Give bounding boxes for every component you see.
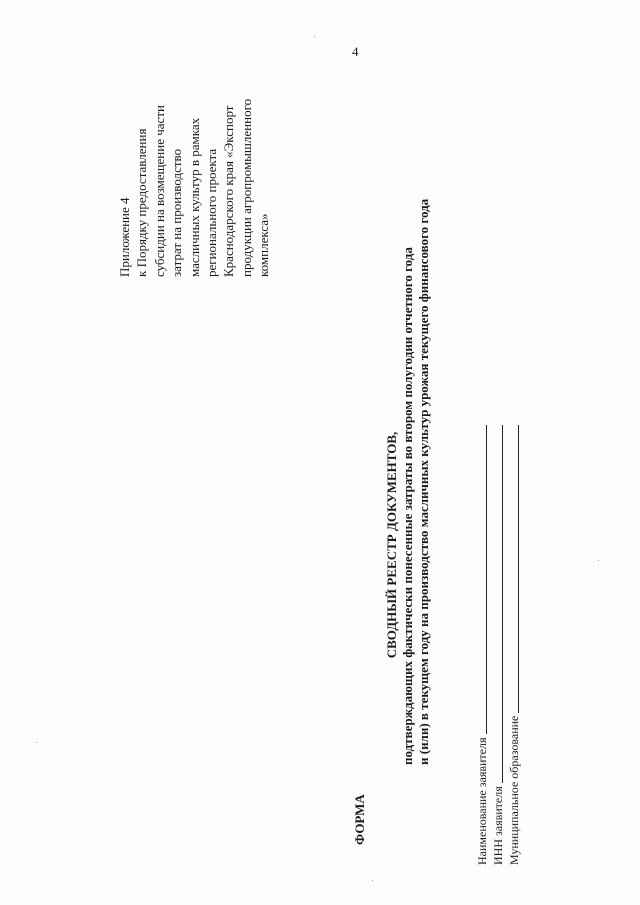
applicant-inn-label: ИНН заявителя [491, 786, 505, 865]
title-line-3: и (или) в текущем году на производство масличных культур урожая текущего финансового года [416, 198, 431, 765]
applicant-inn-line[interactable] [502, 425, 503, 783]
scan-speck [314, 36, 315, 37]
scan-speck [372, 880, 373, 881]
appendix-line: Приложение 4 [117, 197, 132, 277]
title-line-2: подтверждающих фактически понесенные затраты во втором полугодии отчетного года [400, 247, 415, 765]
appendix-line: затрат на производство [169, 148, 185, 277]
appendix-line: к Порядку предоставления [134, 128, 150, 277]
appendix-line: субсидии на возмещение части [151, 105, 167, 277]
scan-speck [598, 560, 599, 561]
appendix-block [116, 39, 273, 277]
municipality-line[interactable] [518, 425, 519, 713]
title-main: СВОДНЫЙ РЕЕСТР ДОКУМЕНТОВ, [384, 431, 399, 659]
municipality-field[interactable] [506, 425, 522, 865]
applicant-fields [474, 425, 522, 865]
page-number: 4 [352, 44, 359, 59]
appendix-line: регионального проекта [204, 148, 220, 277]
applicant-name-label: Наименование заявителя [475, 737, 489, 865]
appendix-line: комплекса» [256, 213, 272, 277]
appendix-line: Краснодарского края «Экспорт [221, 105, 237, 277]
applicant-name-field[interactable] [474, 425, 490, 865]
scan-speck [36, 742, 37, 743]
applicant-name-line[interactable] [486, 425, 487, 734]
appendix-line: продукции агропромышленного [238, 98, 254, 277]
applicant-inn-field[interactable] [490, 425, 506, 865]
appendix-line: масличных культур в рамках [186, 117, 202, 277]
document-title [384, 198, 432, 765]
form-label: ФОРМА [352, 794, 367, 845]
municipality-label: Муниципальное образование [507, 715, 521, 865]
